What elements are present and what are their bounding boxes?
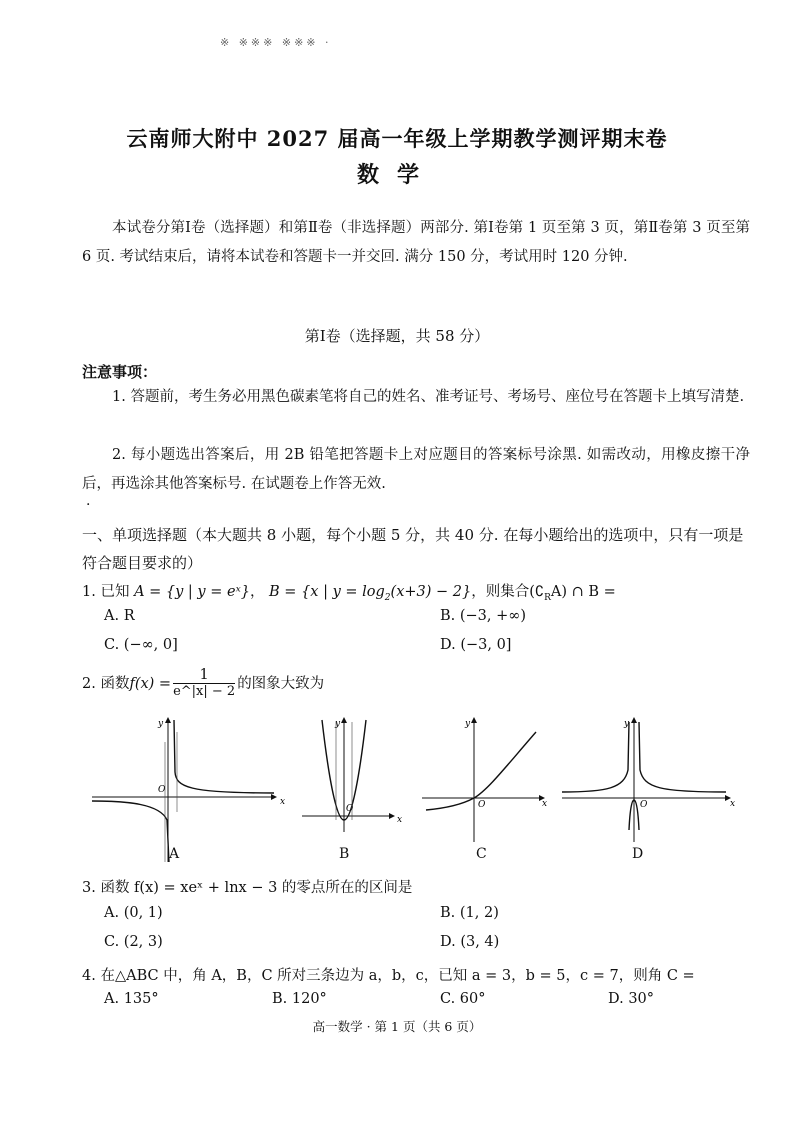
q1-option-a: A. R [104, 608, 135, 624]
question-1 [82, 580, 616, 603]
subject-title: 数学 [356, 162, 437, 188]
graph-d [562, 718, 735, 842]
graph-b-label: B [339, 846, 350, 862]
page-title: 云南师大附中 2027 届高一年级上学期教学测评期末卷 [126, 126, 668, 151]
q2-numerator: 1 [173, 668, 235, 684]
q4-option-c: C. 60° [440, 991, 486, 1007]
graph-d-label: D [632, 846, 644, 862]
q1-option-c: C. (−∞, 0] [104, 637, 178, 653]
q1-comma: ， [249, 584, 265, 600]
q1-log-base: 2 [384, 592, 391, 603]
y-axis-label: y [158, 719, 164, 729]
question-number: 1. [82, 584, 96, 600]
intro-paragraph: 本试卷分第Ⅰ卷（选择题）和第Ⅱ卷（非选择题）两部分. 第Ⅰ卷第 1 页至第 3 页，第Ⅱ卷第 3 页至第 6 页. 考试结束后，请将本试卷和答题卡一并交回. 满分 150 分，考试用时 120 分钟. [82, 220, 750, 265]
y-axis-label: y [465, 719, 471, 729]
x-axis-label: x [397, 815, 403, 825]
graph-c [422, 718, 547, 842]
question-3 [82, 876, 412, 897]
y-axis-label: y [624, 719, 630, 729]
graph-d-left-branch [562, 722, 629, 792]
q1-suffix-tail: A) ∩ B = [550, 584, 616, 600]
q1-set-b: B = {x | y = log [269, 584, 385, 600]
y-axis-label: y [335, 719, 341, 729]
section-title: 第Ⅰ卷（选择题，共 58 分） [304, 327, 490, 345]
q4-text: 在△ABC 中，角 A，B，C 所对三条边为 a，b，c，已知 a = 3，b = 5，c = 7，则角 C = [100, 968, 695, 984]
graph-a-left-branch [92, 801, 169, 862]
graph-b [302, 718, 402, 832]
graph-d-right-branch [639, 722, 726, 792]
question-number: 2. [82, 676, 96, 692]
q4-option-d: D. 30° [608, 991, 655, 1007]
origin-label: O [158, 785, 166, 795]
graph-a [92, 718, 285, 862]
q1-complement-sub: R [544, 592, 551, 603]
q4-option-a: A. 135° [104, 991, 159, 1007]
origin-label: O [346, 804, 354, 814]
header-smudge: ※ ※※※ ※※※ · [220, 36, 332, 49]
graph-a-right-branch [174, 720, 274, 793]
q1-option-b: B. (−3, +∞) [440, 608, 527, 624]
stray-dot: · [86, 497, 91, 513]
x-axis-label: x [542, 799, 548, 809]
q1-suffix: ，则集合(∁ [471, 584, 545, 600]
q2-graphs [88, 712, 748, 867]
page-footer: 高一数学 · 第 1 页（共 6 页） [312, 1019, 482, 1034]
graph-c-label: C [476, 846, 487, 862]
origin-label: O [478, 800, 486, 810]
x-axis-label: x [730, 799, 736, 809]
q3-option-a: A. (0, 1) [104, 905, 163, 921]
q3-option-c: C. (2, 3) [104, 934, 163, 950]
q1-option-d: D. (−3, 0] [440, 637, 512, 653]
notice-item: 1. 答题前，考生务必用黑色碳素笔将自己的姓名、准考证号、考场号、座位号在答题卡上填写清楚. [112, 389, 745, 405]
graph-a-label: A [169, 846, 180, 862]
q2-prefix: 函数 [100, 676, 130, 692]
q3-option-d: D. (3, 4) [440, 934, 500, 950]
question-2 [82, 668, 324, 700]
q2-fraction [173, 668, 235, 700]
q2-function: f(x) = [129, 676, 172, 692]
q2-suffix: 的图象大致为 [237, 676, 325, 692]
q1-set-b-tail: (x+3) − 2} [390, 584, 472, 600]
x-axis-label: x [280, 797, 286, 807]
notice-heading: 注意事项： [82, 363, 158, 381]
question-number: 3. [82, 880, 96, 896]
q4-option-b: B. 120° [272, 991, 327, 1007]
q1-set-a: A = {y | y = eˣ} [134, 584, 250, 600]
q2-denominator: e^|x| − 2 [173, 684, 236, 699]
q3-option-b: B. (1, 2) [440, 905, 499, 921]
q1-prefix: 已知 [100, 584, 130, 600]
origin-label: O [640, 800, 648, 810]
q3-text: 函数 f(x) = xeˣ + lnx − 3 的零点所在的区间是 [100, 880, 413, 896]
part-heading: 一、单项选择题（本大题共 8 小题，每个小题 5 分，共 40 分. 在每小题给出的选项中，只有一项是符合题目要求的） [82, 526, 744, 572]
question-number: 4. [82, 968, 96, 984]
notice-item: 2. 每小题选出答案后，用 2B 铅笔把答题卡上对应题目的答案标号涂黑. 如需改动，用橡皮擦干净后，再选涂其他答案标号. 在试题卷上作答无效. [82, 447, 750, 492]
question-4 [82, 964, 695, 985]
